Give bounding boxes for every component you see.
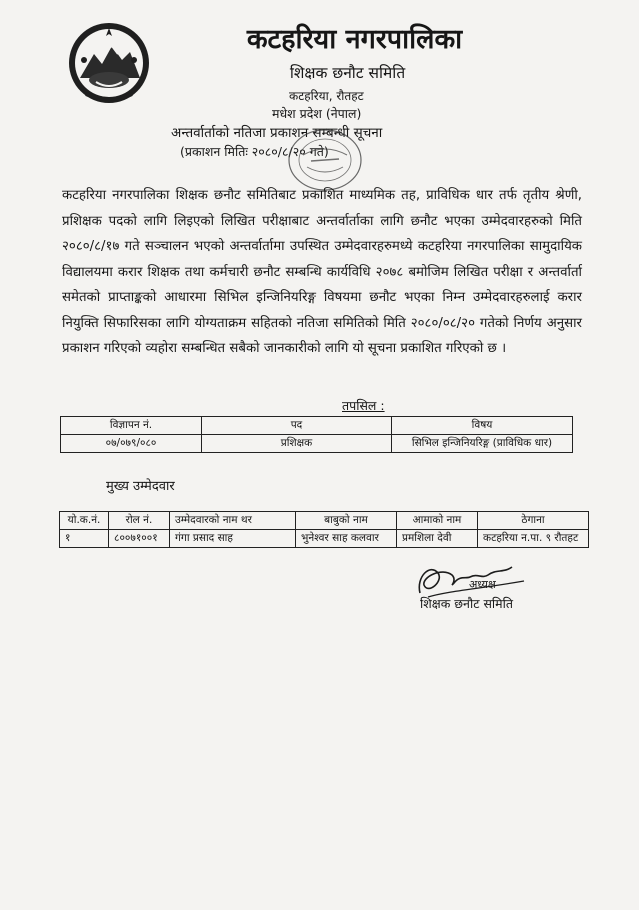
office-title: कटहरिया नगरपालिका xyxy=(246,24,463,55)
table-row xyxy=(60,530,589,548)
publish-date: (प्रकाशन मितिः २०८०/८/२० गते) xyxy=(180,144,329,159)
table-header-row xyxy=(60,512,589,530)
candidates-table xyxy=(59,511,589,548)
cell-mother-name: प्रमशिला देवी xyxy=(397,530,478,548)
address-line-2: मधेश प्रदेश (नेपाल) xyxy=(272,106,362,121)
table-row xyxy=(61,435,573,453)
header-post: पद xyxy=(202,417,392,435)
signatory-role: अध्यक्ष xyxy=(469,578,496,591)
table-header-row xyxy=(61,417,573,435)
committee-subtitle: शिक्षक छनौट समिति xyxy=(289,64,406,82)
cell-roll-no: ८००७१००१ xyxy=(109,530,170,548)
details-label: तपसिल : xyxy=(342,398,385,413)
header-address: ठेगाना xyxy=(478,512,589,530)
cell-subject: सिभिल इन्जिनियरिङ्ग (प्राविधिक धार) xyxy=(392,435,573,453)
header-candidate-name: उम्मेदवारको नाम थर xyxy=(170,512,296,530)
cell-merit-no: १ xyxy=(60,530,109,548)
header-roll-no: रोल नं. xyxy=(109,512,170,530)
cell-address: कटहरिया न.पा. ९ रौतहट xyxy=(478,530,589,548)
header-subject: विषय xyxy=(392,417,573,435)
cell-post: प्रशिक्षक xyxy=(202,435,392,453)
notice-title: अन्तर्वार्ताको नतिजा प्रकाशन सम्बन्धी सूचना xyxy=(171,125,383,141)
address-line-1: कटहरिया, रौतहट xyxy=(289,89,364,103)
header-mother-name: आमाको नाम xyxy=(397,512,478,530)
notice-body: कटहरिया नगरपालिका शिक्षक छनौट समितिबाट प्रकाशित माध्यमिक तह, प्राविधिक धार तर्फ तृतीय श्रेणी, प्रशिक्षक पदको लागि लिइएको लिखित परीक्षाबाट अन्तर्वार्ताका लागि छनौट भएका उम्मेदवारहरुको मिति २०८०/८/१७ गते सञ्चालन भएको अन्तर्वार्तामा उपस्थित उम्मेदवारहरुमध्ये कटहरिया नगरपालिका सामुदायिक विद्यालयमा करार शिक्षक तथा कर्मचारी छनौट सम्बन्धि कार्यविधि २०७८ बमोजिम लिखित परीक्षा र अन्तर्वार्ता समेतको प्राप्ताङ्कको आधारमा सिभिल इन्जिनियरिङ्ग विषयमा छनौट भएका निम्न उम्मेदवारहरुलाई करार नियुक्ति सिफारिसका लागि योग्यताक्रम सहितको नतिजा समितिको मिति २०८०/०८/२० गतेको निर्णय अनुसार प्रकाशन गरिएको व्यहोरा सम्बन्धित सबैको जानकारीको लागि यो सूचना प्रकाशित गरिएको छ । xyxy=(62,188,582,356)
main-candidates-heading: मुख्य उम्मेदवार xyxy=(106,479,175,494)
cell-father-name: भुनेश्वर साह कलवार xyxy=(296,530,397,548)
header-father-name: बाबुको नाम xyxy=(296,512,397,530)
cell-candidate-name: गंगा प्रसाद साह xyxy=(170,530,296,548)
signatory-committee: शिक्षक छनौट समिति xyxy=(420,596,514,611)
advertisement-table xyxy=(60,416,573,453)
cell-advertisement-no: ०७/०७९/०८० xyxy=(61,435,202,453)
header-merit-no: यो.क.नं. xyxy=(60,512,109,530)
header-advertisement-no: विज्ञापन नं. xyxy=(61,417,202,435)
